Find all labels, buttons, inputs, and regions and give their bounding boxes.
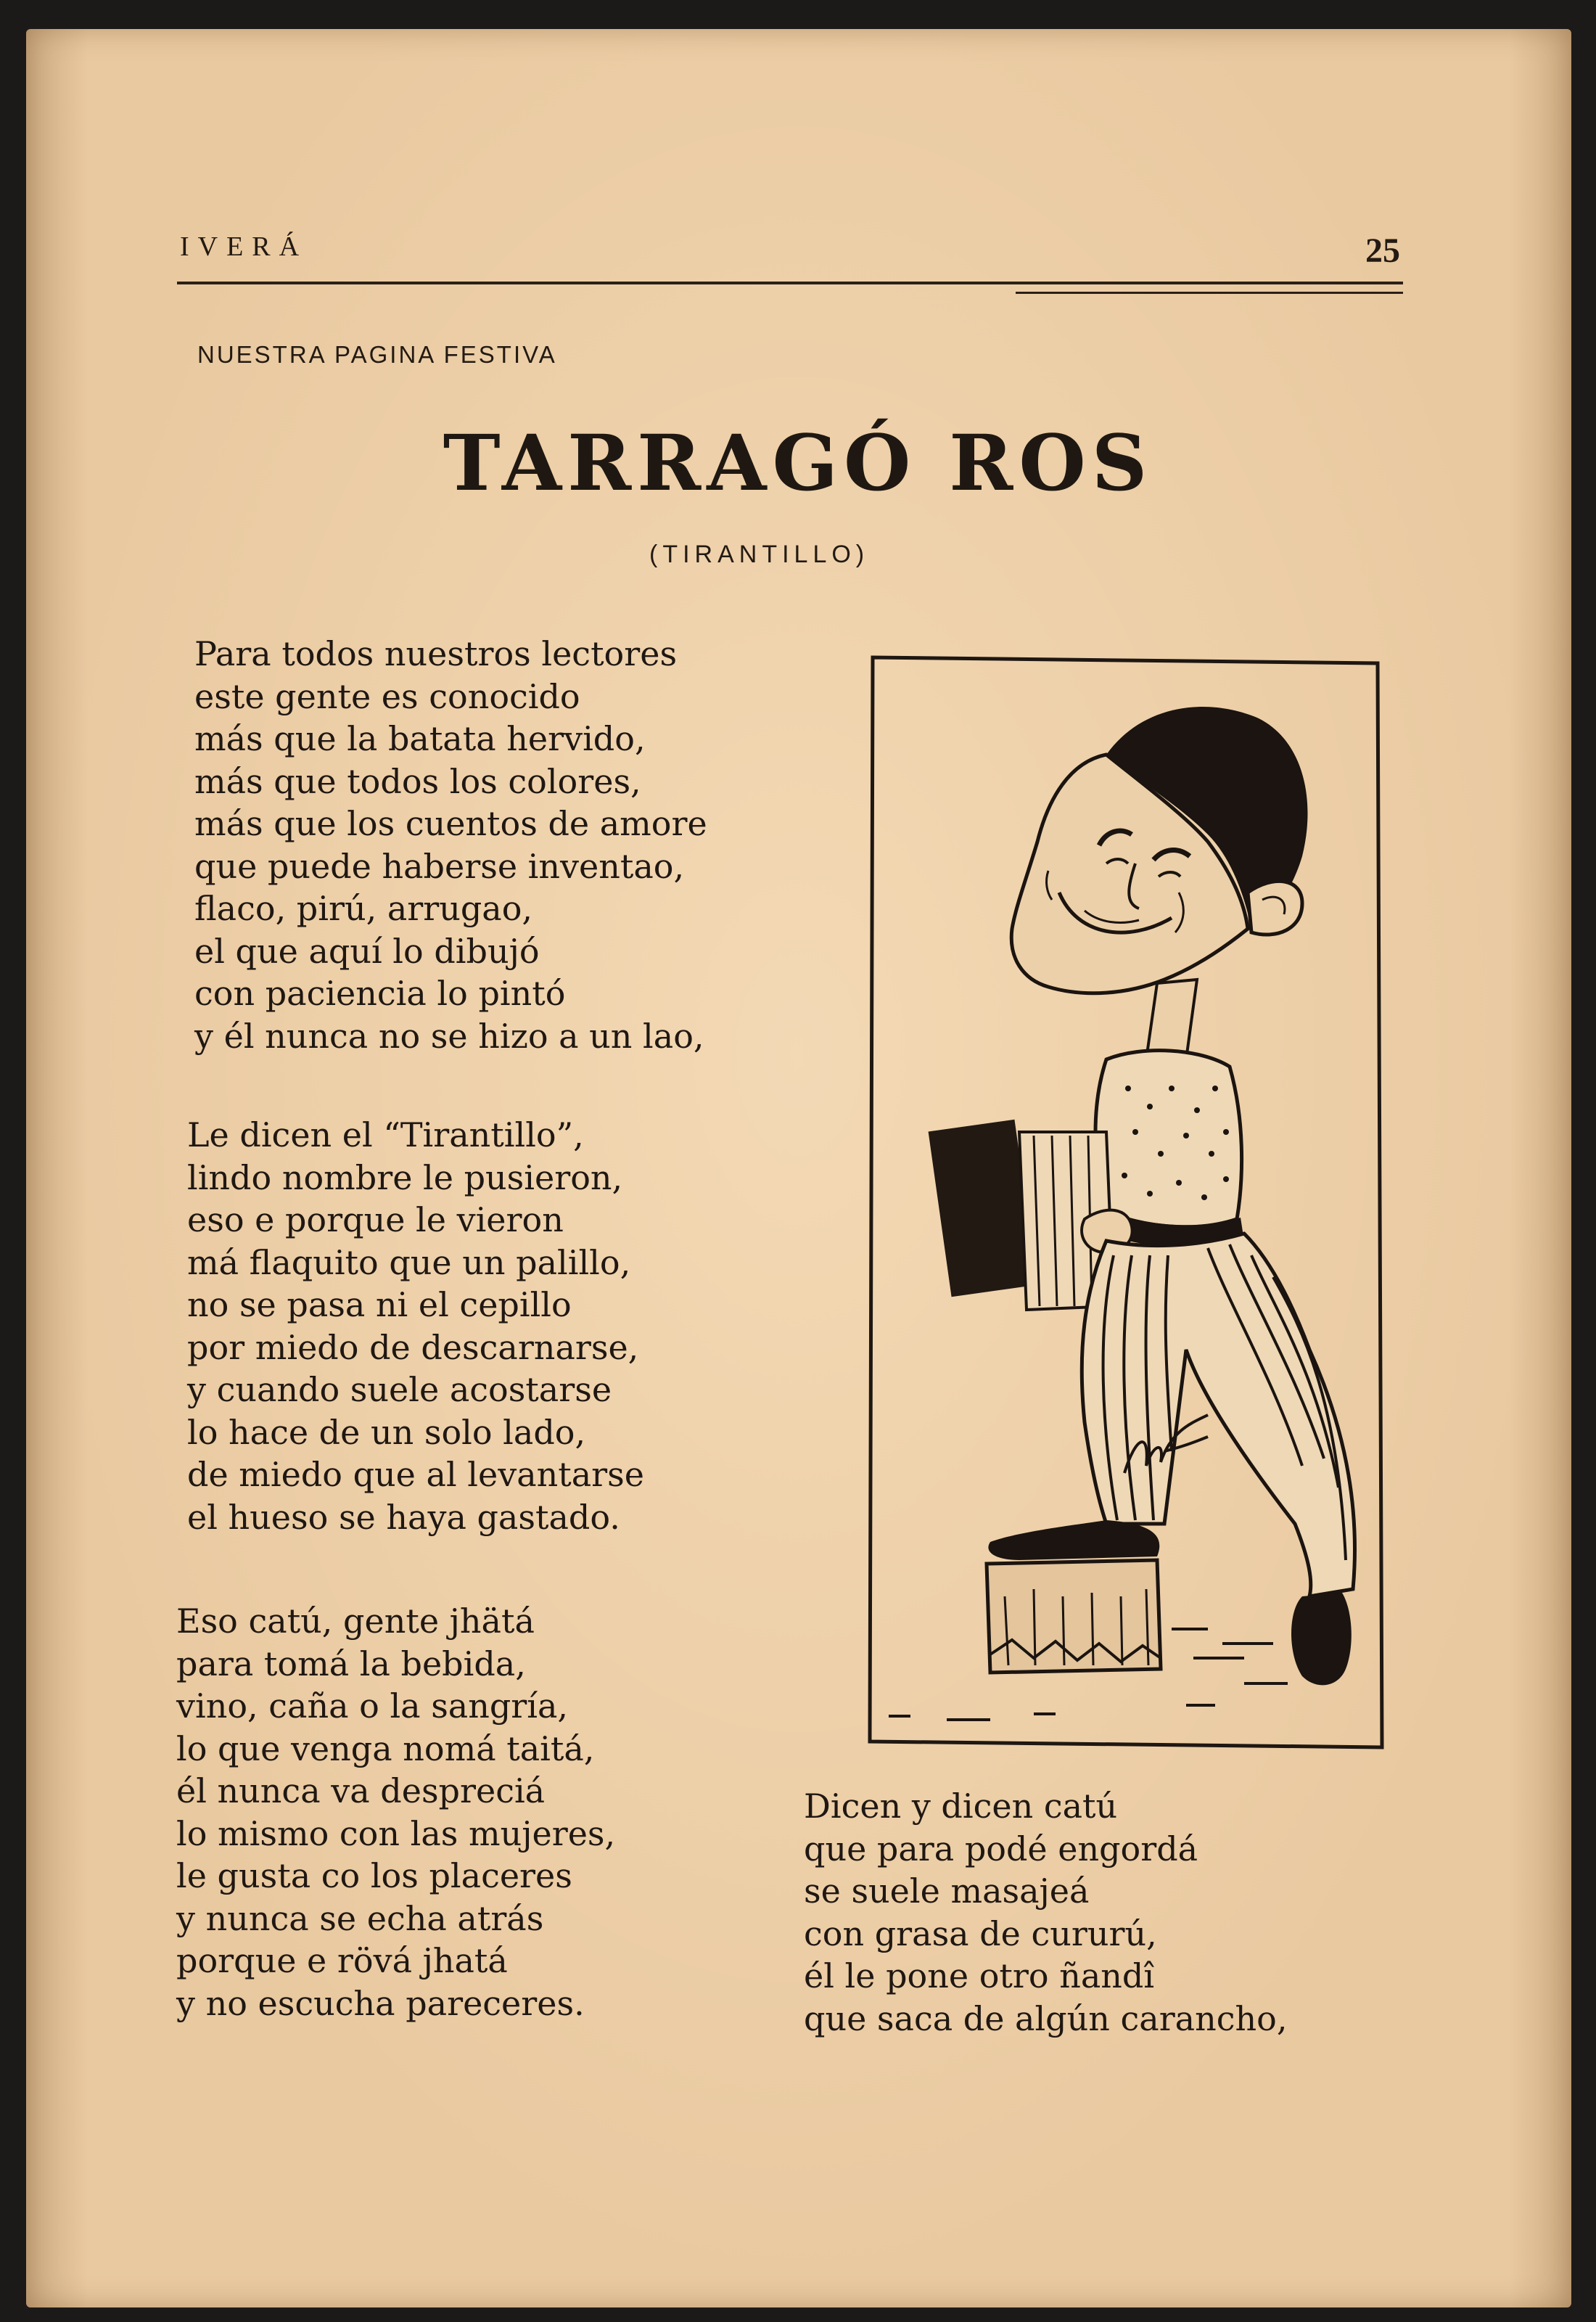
verse-line: con grasa de cururú, bbox=[804, 1913, 1157, 1953]
verse-line: por miedo de descarnarse, bbox=[187, 1327, 639, 1367]
verse-line: flaco, pirú, arrugao, bbox=[194, 889, 533, 928]
verse-line: que puede haberse inventao, bbox=[194, 846, 685, 886]
verse-line: má flaquito que un palillo, bbox=[187, 1242, 631, 1282]
caricature-illustration bbox=[867, 653, 1386, 1753]
verse-line: lo mismo con las mujeres, bbox=[176, 1813, 616, 1853]
verse-line: para tomá la bebida, bbox=[176, 1644, 526, 1683]
header-rule bbox=[177, 282, 1403, 284]
verse-line: con paciencia lo pintó bbox=[194, 974, 566, 1013]
article-title: TARRAGÓ ROS bbox=[443, 417, 1153, 508]
header-rule-secondary bbox=[1016, 292, 1403, 294]
running-header-title: IVERÁ bbox=[180, 231, 308, 262]
poem-stanza-3 bbox=[176, 1600, 615, 2024]
verse-line: él le pone otro ñandî bbox=[804, 1956, 1155, 1995]
poem-stanza-2 bbox=[187, 1114, 644, 1538]
verse-line: que saca de algún carancho, bbox=[804, 1998, 1288, 2038]
verse-line: se suele masajeá bbox=[804, 1871, 1090, 1911]
verse-line: que para podé engordá bbox=[804, 1829, 1198, 1868]
verse-line: más que los cuentos de amore bbox=[194, 804, 707, 843]
verse-line: le gusta co los placeres bbox=[176, 1856, 572, 1895]
poem-stanza-4 bbox=[804, 1785, 1287, 2040]
verse-line: Eso catú, gente jhätá bbox=[176, 1601, 535, 1641]
verse-line: el que aquí lo dibujó bbox=[194, 931, 540, 971]
verse-line: Le dicen el “Tirantillo”, bbox=[187, 1115, 584, 1154]
verse-line: más que la batata hervido, bbox=[194, 719, 646, 758]
verse-line: más que todos los colores, bbox=[194, 761, 641, 801]
verse-line: vino, caña o la sangría, bbox=[176, 1686, 569, 1726]
verse-line: Dicen y dicen catú bbox=[804, 1786, 1118, 1826]
verse-line: este gente es conocido bbox=[194, 676, 580, 716]
verse-line: él nunca va despreciá bbox=[176, 1771, 546, 1810]
verse-line: de miedo que al levantarse bbox=[187, 1455, 644, 1494]
article-subtitle: (TIRANTILLO) bbox=[649, 541, 870, 568]
verse-line: Para todos nuestros lectores bbox=[194, 634, 678, 673]
verse-line: y nunca se echa atrás bbox=[176, 1898, 544, 1938]
verse-line: y no escucha pareceres. bbox=[176, 1983, 585, 2023]
poem-stanza-1 bbox=[194, 633, 707, 1057]
verse-line: lindo nombre le pusieron, bbox=[187, 1157, 623, 1197]
verse-line: lo que venga nomá taitá, bbox=[176, 1728, 595, 1768]
verse-line: porque e rövá jhatá bbox=[176, 1941, 508, 1980]
verse-line: no se pasa ni el cepillo bbox=[187, 1285, 572, 1324]
verse-line: el hueso se haya gastado. bbox=[187, 1497, 620, 1537]
page-number: 25 bbox=[1365, 231, 1400, 270]
verse-line: eso e porque le vieron bbox=[187, 1200, 564, 1239]
section-label: NUESTRA PAGINA FESTIVA bbox=[197, 341, 557, 368]
verse-line: y cuando suele acostarse bbox=[187, 1370, 612, 1409]
verse-line: lo hace de un solo lado, bbox=[187, 1412, 586, 1452]
verse-line: y él nunca no se hizo a un lao, bbox=[194, 1016, 704, 1056]
